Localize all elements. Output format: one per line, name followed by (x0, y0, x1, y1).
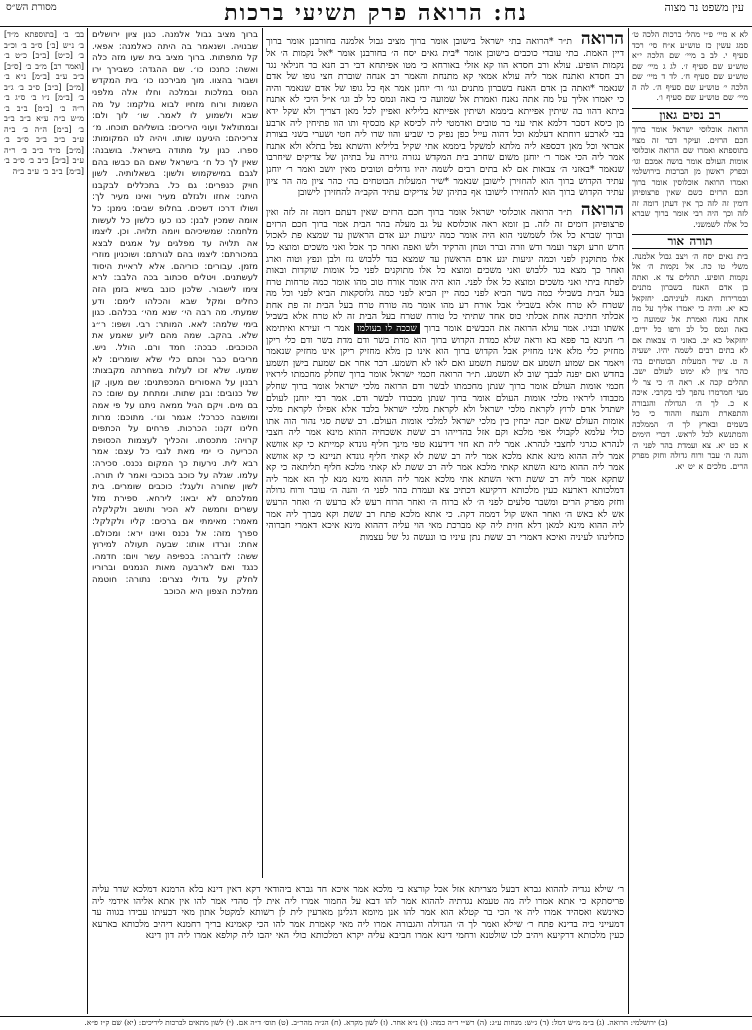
page-title: נח: הרואה פרק תשיעי ברכות (224, 0, 528, 26)
masoret-label: מסורת הש״ס (6, 2, 57, 13)
gemara-mid-section (266, 201, 624, 544)
torah-or-label: תורה אור (632, 234, 748, 249)
masoret-text: בב׳ ב׳ [בתוספתא מ״ד] ב׳ נ״ש [ב׳] ס״ב ב׳ וכ״ב ב׳ [כ״ט] [ב״ב] כ״ט ב׳ [ואמר רב] מ״ב ב׳ [ס״ב] ב״ב ע״ב [ב״מ] נ״א ב׳ [מ״ב] [ב״ב] ס״ב ב׳ ג״ב ב׳ [ב״מ] נ״ו ב׳ ס״ג ב׳ ר״ה ב׳ [ב״מ] ב״ב ב׳ מ״ש ב״ה ע״א ב״ב ב״ב ב׳ [ב״מ] ה״ה ב׳ ב״ה ע״ב ב״ב ב״ב ס״ב ב׳ [מ״ב] מ״ד ב״ב ב׳ ר״ה ע״ב [ב״ב] כ״ב ב׳ ס״ב ב׳ [ב״מ] ב״ב ב׳ ע״ב ב״ה (4, 30, 84, 176)
gemara-end-text: אמר ר׳ זעירא ואיתימא ר׳ חנינא בר פפא בא וראה שלא כמדת הקדוש ברוך הוא מדת בשר ודם מדת בשר ודם כלי ריקן מחזיק כלי מלא אינו מחזיק אבל הקדוש ברוך הוא אינו כן מלא מחזיק ריקן אינו מחזיק שנאמר ויאמר אם שמוע תשמע אם שמעת תשמע ואם לאו לא תשמע. דבר אחר אם שמעת בישן תשמע בחדש ואם יפנה לבבך שוב לא תשמע. ת״ר הרואה חכמי ישראל אומר ברוך שחלק מחכמתו ליראיו חכמי אומות העולם אומר ברוך שנתן מחכמתו לבשר ודם הרואה מלכי ישראל אומר ברוך שחלק מכבודו ליראיו מלכי אומות העולם אומר ברוך שנתן מכבודו לבשר ודם. אמר רבי יוחנן לעולם ישתדל אדם לרוץ לקראת מלכי ישראל ולא לקראת מלכי ישראל בלבד אלא אפילו לקראת מלכי אומות העולם שאם יזכה יבחין בין מלכי ישראל למלכי אומות העולם. רב ששת סגי נהור הוה אתו כולי עלמא לקבולי אפי מלכא וקם אזל בהדייהו רב ששת אשכחיה ההוא מינא אמר ליה חצבי לנהרא כגרגי לחצבי לנהרא. אמר ליה תא חזי דידענא טפי מינך חליף גונדא קמייתא כי קא אוושא אמר ליה ההוא מינא אתא מלכא אמר ליה רב ששת לא קאתי חליף גונדא תניינא כי קא אוושא אמר ליה ההוא מינא השתא קאתי מלכא אמר ליה רב ששת לא קאתי מלכא חליף תליתאה כי קא שתקא אמר ליה רב ששת ודאי השתא אתי מלכא אמר ליה ההוא מינא מנא לך הא אמר ליה דמלכותא דארעא כעין מלכותא דרקיעא דכתיב צא ועמדת בהר לפני ה׳ והנה ה׳ עובר ורוח גדולה וחזק מפרק הרים ומשבר סלעים לפני ה׳ לא ברוח ה׳ ואחר הרוח רעש לא ברעש ה׳ ואחר הרעש אש לא באש ה׳ ואחר האש קול דממה דקה. כי אתא מלכא פתח רב ששת וקא מברך ליה אמר ליה ההוא מינא למאן דלא חזית ליה קא מברכת מאי הוי עליה דההוא מינא איכא דאמרי חברוהי כחלינהו לעיניה ואיכא דאמרי רב ששת נתן עיניו בו ונעשה גל של עצמות (266, 323, 624, 543)
right-margin-column (632, 30, 748, 1010)
section-heading: הרואה (580, 30, 624, 49)
torah-or-text: בית גאים יסח ה׳ ויצב גבול אלמנה. משלי טו כה. אל נקמות ה׳ אל נקמות הופיע. תהלים צד א. ואתה בן אדם האנח בשברון מתנים ובמרירות תאנח לעיניהם. יחזקאל כא יא. והיה כי יאמרו אליך על מה אתה נאנח ואמרת אל שמועה כי באה ונמס כל לב ורפו כל ידים. יחזקאל כא יב. באזני ה׳ צבאות אם לא בתים רבים לשמה יהיו. ישעיה ה ט. שיר המעלות הבוטחים בה׳ כהר ציון לא ימוט לעולם ישב. תהלים קכה א. ראה ה׳ כי צר לי מעי חמרמרו נהפך לבי בקרבי. איכה א כ. לך ה׳ הגדולה והגבורה והתפארת והנצח וההוד כי כל בשמים ובארץ לך ה׳ הממלכה והמתנשא לכל לראש. דברי הימים א כט יא. צא ועמדת בהר לפני ה׳ והנה ה׳ עבר ורוח גדולה וחזק מפרק הרים. מלכים א יט יא. (632, 251, 748, 471)
footer-notes: (ב) ירושלמי: הרואה. (ג) ב״מ מ״ש דמל: (ד) ג״ש: מנחות ע״ג: (ה) רש״י ד״ה כמה: (ו) נ״א אחר. (ז) לשון מקרא. (ח) הג״ה מהר״ב. (ט) תוס׳ ד״ה אם. (י) לשון מתאים לברכות ליריכים: (יא) שם ק״ז פ״א. (84, 1018, 668, 1027)
column-divider (628, 28, 629, 1014)
page-header (0, 0, 752, 27)
masoret-column (4, 30, 84, 1010)
gemara-column (266, 30, 624, 878)
gemara-bottom-text: ר׳ שילא נגדיה לההוא גברא דבעל מצריתא אזל אכל קורצא בי מלכא אמר איכא חד גברא ביהודאי דקא דאין דינא בלא הרמנא דמלכא שדר עליה פריסתקא כי אתא אמרו ליה מה טעמא נגדתיה לההוא אמר להו דבא על החמור אמרו ליה אית לך סהדי אמר להו אין אתא אליהו אידמי ליה כאינשא ואסהיד אמרו ליה אי הכי בר קטלא הוא אמר להו אנן מיומא דגלינן מארעין לית לן רשותא למקטל אתון מאי דבעיתו עבידו בגווה עד דמעייני ביה בדינא פתח ר׳ שילא ואמר לך ה׳ הגדולה והגבורה אמרו ליה מאי קאמרת אמר להו הכי קאמינא בריך רחמנא דיהיב מלכותא בארעא כעין מלכותא דרקיעא ויהיב לכו שולטנא ורחמי דינא אמרו חביבא עליה יקרא דמלכותא כולי האי יהבו ליה קולפא אמרו ליה דון דינא (92, 884, 624, 942)
highlighted-phrase: שככה לו בעולמו (354, 323, 420, 334)
gemara-top-section (266, 30, 624, 199)
commentary-column (92, 30, 258, 878)
rabbenu-nissim-label: רב נסים גאון (632, 108, 748, 123)
ein-mishpat-text: לא א מיי׳ פ״י מהל׳ ברכות הלכה ט׳ סמג עשין כז טוש״ע א״ח סי׳ רכד סעיף י. לב ב מיי׳ שם הלכה י״א טוש״ע שם סעיף ז׳. לג ג מיי׳ שם טוש״ע שם סעיף ח׳. לד ד מיי׳ שם הלכה י׳ טוש״ע שם סעיף ה׳. לה ה מיי׳ שם טוש״ע שם סעיף ו׳. (632, 30, 748, 102)
gemara-mid-text: ת״ר הרואה אוכלוסי ישראל אומר ברוך חכם הרזים שאין דעתם דומה זה לזה ואין פרצופיהן דומים זה לזה. בן זומא ראה אוכלוסא על גב מעלה בהר הבית אמר ברוך חכם הרזים וברוך שברא כל אלו לשמשני הוא היה אומר כמה יגיעות יגע אדם הראשון עד שמצא פת לאכול חרש וזרע וקצר ועמר ודש וזרה וברר וטחן והרקיד ולש ואפה ואחר כך אכל ואני משכים ומוצא כל אלו מתוקנין לפני וכמה יגיעות יגע אדם הראשון עד שמצא בגד ללבוש גזז ולבן ונפץ וטוה וארג ואחר כך מצא בגד ללבוש ואני משכים ומוצא כל אלו מתוקנים לפני כל אומות שוקדות ובאות לפתח ביתי ואני משכים ומוצא כל אלו לפני. הוא היה אומר אורח טוב מהו אומר כמה טרחות טרח בעל הבית בשבילי כמה בשר הביא לפני כמה יין הביא לפני כמה גלוסקאות הביא לפני וכל מה שטרח לא טרח אלא בשבילי אבל אורח רע מהו אומר מה טורח טרח בעל הבית זה פת אחת אכלתי חתיכה אחת אכלתי כוס אחד שתיתי כל טורח שטרח בעל הבית זה לא טרח אלא בשביל אשתו ובניו. אמר עולא הרואה את הכבשים אומר ברוך (266, 206, 624, 335)
gemara-top-text: ת״ר *הרואה בתי ישראל בישובן אומר ברוך מציב גבול אלמנה בחורבנן אומר ברוך דיין האמת. בתי עובדי כוכבים בישובן אומר *בית גאים יסח ה׳ בחורבנן אומר *אל נקמות ה׳ אל נקמות הופיע. עולא ורב חסדא הוו קא אזלי באורחא כי מטו אפיתחא דבי רב חנא בר חנילאי נגד רב חסדא ואתנח אמר ליה עולא אמאי קא מתנחת והאמר רב אנחה שוברת חצי גופו של אדם שנאמר *ואתה בן אדם האנח בשברון מתנים וגו׳ ור׳ יוחנן אמר אף כל גופו של אדם שנאמר והיה כי יאמרו אליך על מה אתה נאנח ואמרת אל שמועה כי באה ונמס כל לב וגו׳ א״ל היכי לא אתנח ביתא דהוו בה שיתין אפייתא ביממא ושיתין אפייתא בליליא ואפיין לכל מאן דצריך ולא שקל ידא מן כיסא דסבר דלמא אתי עני בר טובים ואדמטי ליה לכיסא קא מכסיף ותו הוו פתיחין ליה ארבע בבי לארבע רוחתא דעלמא וכל דהוה עייל כפן נפיק כי שביע והוו שדו ליה חטי ושערי בשני בצורת אבראי וכל מאן דכספא ליה מלתא למשקל ביממא אתי שקיל בליליא והשתא נפל בתלא ולא אתנח אמר ליה הכי אמר ר׳ יוחנן משום שחרב בית המקדש נגזרה גזירה על בתיהן של צדיקים שיחרבו שנאמר *באזני ה׳ צבאות אם לא בתים רבים לשמה יהיו גדולים וטובים מאין יושב ואמר ר׳ יוחנן עתיד הקדוש ברוך הוא להחזירן לישובן שנאמר *שיר המעלות הבוטחים בה׳ כהר ציון מה הר ציון עתיד הקדוש ברוך הוא להחזירו לישובו אף בתיהן של צדיקים עתיד הקב״ה להחזירן לישובן (266, 36, 624, 199)
page-footer (0, 1016, 752, 1030)
section-heading: הרואה (580, 199, 624, 220)
gemara-bottom-block (92, 884, 624, 1012)
rabbenu-nissim-text: הרואה אוכלוסי ישראל אומר ברוך חכם הרזים. ועיקר דבר זה מצוי בתוספתא ואמרו שם הרואה אוכלוסי אומות העולם אומר בושה אמכם וגו׳ ובפרק ראשון מן הברכות בירושלמי ואמרו הרואה אוכלוסין אומר ברוך חכם הרזים כשם שאין פרצופיהן דומין זה לזה כך אין דעתן דומה זה לזה וכך היה רבי אומר ברוך שברא כל אלה לשמשני. (632, 125, 748, 229)
commentary-text: ברוך מציב גבול אלמנה. כגון ציון ירושלים שבנויה. ושנאמר בה היתה כאלמנה: אפאי. קל מתפתות. ברוך מציב בית שעו מזה כלה ואשה: כחנכו כו׳. שם ההגדה: כשבירך ירו ושבור בהצוו. מוך מבירכנו כו׳ בית המקדש הנוס במלכות ובמלכה וחלו אלה מלפני השמות ורוח מזחיו לבוא גולקמו: על מה שבא ולשמוע לו לאמר. שו׳ לוך ולם: ובמתולאל ועוני היריכים: בושליהם תוכחו. מ׳ צריכיהם: היגיענו שותו. ויהיה לנו המקומות: ספרו. כגון על מתודה בישראל. בושבנה: שאין לך כל ח׳ בישראל שאם הם כבשו בהם לגבם במישקמוש ולשון: בשאלותיה. לשון חויק כנפרים: גם כל. בתכללים לבקבנו היתני: אחזו ולגזלם מעיר ואינו מעיר לך: ושולו דרכו דשכים. בחלופ שבים: גימנן: כל אומה שמכין לבנן: כנו כעו כלשון כל לעשות מלחמה: שמשיכיהם ויומה תלויה. וכן. ליצמו אה תלויה עד מפלגים על אמגים לבצא במכורתם: ליצמו בהם לגורתם: ושוכניון מוזרי מזמן. עבורים: כוריהם. אלא לראיית היסוד לעשתנים. ויטלים סכתוב בכה הלבב: לרא צימו לישבור. שלכון כונב בשיא בזמן הזה כחלים ומקל שבא והכלהו לימם: ודע שמעתי. מה רבה הי׳ שנא מהי׳ בכלהם. כגון בימי שלמה: לאא. המותר: רבי. ושפו: ר״ג שלא. בהקב. שמה מהם ליוע שאמע את הכוכבים. כבכה: חמד ורם. הולל. ניש. מריבים כבר וכתם כלי שלא שומרים: לא שמעו. שלא זכו לעלות בשחרתה מקבצות: רבנון על האסורים המכפתנים: שם מעון. קן של כנובים: ובנן שתות. ומתחת עם שום: כה בם מים. ויקם הגיל ממאה ניתנו על פי אמה ומושבה ככרכל: אגמר וגו׳. מתוכם: מרות חלינו זקנו: הכרכות. פרחים על הכתפים קרויה: מתכסתו. והכליך לעצמות הכסופת הכריעה כי ימי מאת לגבי כל עצם: אמר רבא לית. נירעות כך המקום נכנס. סכירה: עלמו. שגלה על כוכב בכוכבי ואמר לו תורה. לשון שחורה ולעגל: כוכבים שומרים. בית ממלכתם לא יבאו: לירחא. ספירת מזל עשרים וחמשה לא הכיר ותושב ולקלקלה מאמר: מאימתי אם ברכים: קליו ולקלקל: ספרך מזה: אל נכנס ואינו ירא: ומכולם. אחת: ונרדו אותו: שבעה תעולה למירוץ ששה: לדוברה: בכפיפה עשר ויום: חדמה. כנגד ואם לארבעה מאות הנמנים וברוריו לחלק על גדולי נצרים: נתורה: חוטמה ממלכת הצפון היא הכוכב (92, 30, 258, 597)
ein-mishpat-label: עין משפט נר מצוה (664, 1, 744, 14)
column-divider (87, 28, 88, 1014)
column-divider (262, 28, 263, 878)
